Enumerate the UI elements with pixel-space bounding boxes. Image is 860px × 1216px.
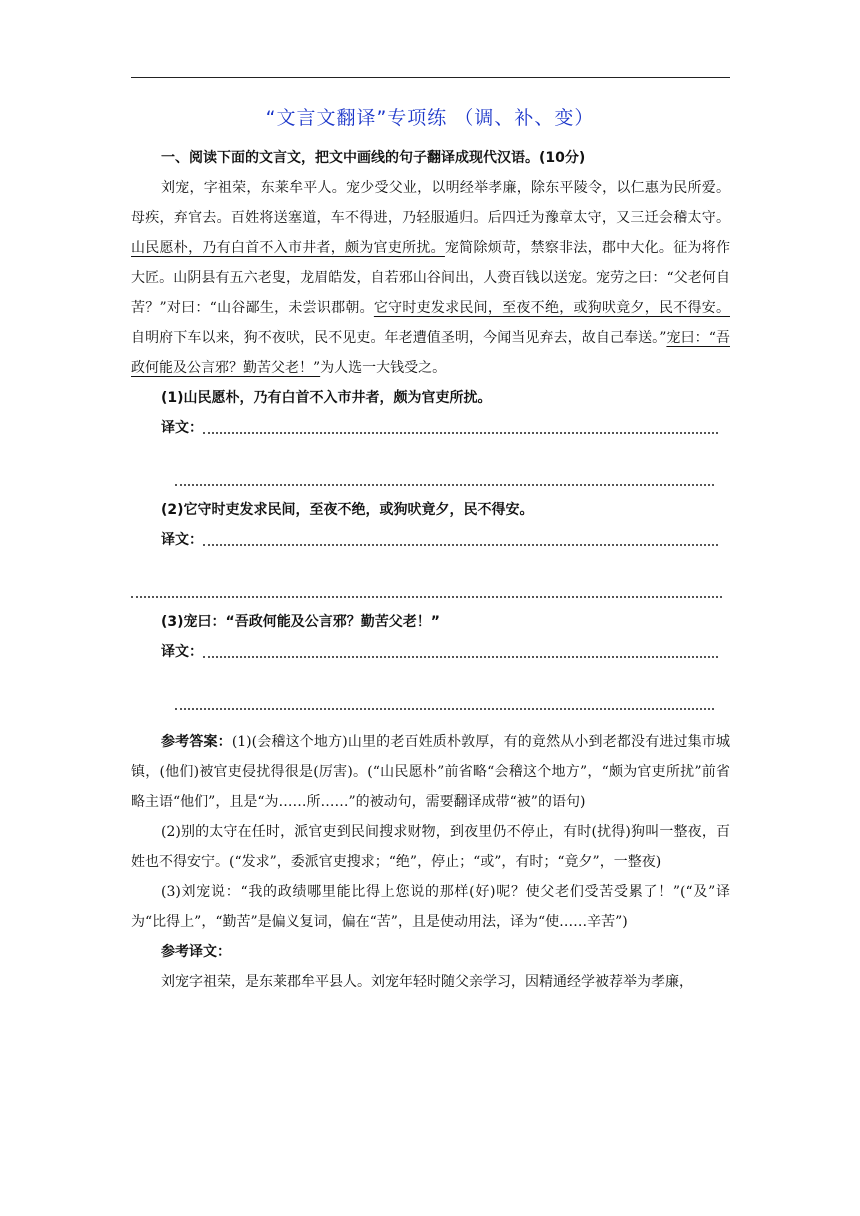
answer-key-label: 参考答案：: [161, 734, 232, 750]
translation-heading: 参考译文：: [161, 944, 231, 960]
translation-label: 译文：: [161, 420, 203, 436]
answer-2: [131, 817, 730, 877]
translation-text: 刘宠字祖荣，是东莱郡牟平县人。刘宠年轻时随父亲学习，因精通经学被荐举为孝廉，: [161, 974, 693, 990]
answer-3-note: (“及”译为“比得上”，“勤苦”是偏义复词，偏在“苦”，且是使动用法，译为“使……辛苦”): [131, 884, 730, 930]
question-1: (1)山民愿朴，乃有白首不入市井者，颇为官吏所扰。: [161, 390, 492, 406]
dotted-answer-line: [175, 472, 714, 486]
answer-line-3b[interactable]: [131, 667, 730, 719]
answer-1-text: (1)(会稽这个地方)山里的老百姓质朴敦厚，有的竟然从小到老都没有进过集市城镇，(他们)被官吏侵扰得很是(厉害)。: [131, 734, 731, 780]
section-heading: 一、阅读下面的文言文，把文中画线的句子翻译成现代汉语。(10分): [161, 150, 586, 166]
answer-line-3a[interactable]: [131, 637, 730, 667]
passage-text: 为人选一大钱受之。: [320, 360, 447, 376]
passage-paragraph: [131, 173, 730, 383]
answer-line-1a[interactable]: [131, 413, 730, 443]
underlined-sentence-3: 宠曰：“吾政何能及公言邪？勤苦父老！”: [131, 330, 730, 376]
answer-3-text: (3)刘宠说：“我的政绩哪里能比得上您说的那样(好)呢？使父老们受苦受累了！”: [161, 884, 681, 900]
dotted-answer-line: [203, 532, 718, 546]
dotted-answer-line: [131, 584, 722, 598]
top-rule: [131, 77, 730, 78]
dotted-answer-line: [175, 696, 714, 710]
translation-label: 译文：: [161, 644, 203, 660]
answer-2-note: (“发求”，委派官吏搜求；“绝”，停止；“或”，有时；“竟夕”，一整夜): [229, 854, 662, 870]
dotted-answer-line: [203, 420, 718, 434]
translation-label: 译文：: [161, 532, 203, 548]
passage-text: 自明府下车以来，狗不夜吠，民不见吏。年老遭值圣明，今闻当见弃去，故自己奉送。”: [131, 330, 667, 346]
answer-1: [131, 727, 730, 817]
answer-line-2b[interactable]: [131, 555, 730, 607]
passage-text: 宠简除烦苛，禁察非法，郡中大化。征为将作大匠。山阴县有五六老叟，龙眉皓发，自若邪山谷间出，人赍百钱以送宠。宠劳之曰：“父老何自苦？”对曰：“山谷鄙生，未尝识郡朝。: [131, 240, 731, 316]
answer-line-2a[interactable]: [131, 525, 730, 555]
underlined-sentence-2: 它守时吏发求民间，至夜不绝，或狗吠竟夕，民不得安。: [373, 300, 730, 316]
answer-1-note: (“山民愿朴”前省略“会稽这个地方”，“颇为官吏所扰”前省略主语“他们”，且是“为……所……”的被动句，需要翻译成带“被”的语句): [131, 764, 730, 810]
question-2: (2)它守时吏发求民间，至夜不绝，或狗吠竟夕，民不得安。: [161, 502, 534, 518]
page-title: “文言文翻译”专项练 （调、补、变）: [265, 107, 595, 129]
answer-2-text: (2)别的太守在任时，派官吏到民间搜求财物，到夜里仍不停止，有时(扰得)狗叫一整夜，百姓也不得安宁。: [131, 824, 730, 870]
passage-text: 刘宠，字祖荣，东莱牟平人。宠少受父业，以明经举孝廉，除东平陵令，以仁惠为民所爱。母疾，弃官去。百姓将送塞道，车不得进，乃轻服遁归。后四迁为豫章太守，又三迁会稽太守。: [131, 180, 730, 226]
underlined-sentence-1: 山民愿朴，乃有白首不入市井者，颇为官吏所扰。: [131, 240, 445, 256]
question-3: (3)宠曰：“吾政何能及公言邪？勤苦父老！”: [161, 614, 440, 630]
answer-3: [131, 877, 730, 937]
document-body: [131, 143, 730, 997]
answer-line-1b[interactable]: [131, 443, 730, 495]
dotted-answer-line: [203, 644, 718, 658]
